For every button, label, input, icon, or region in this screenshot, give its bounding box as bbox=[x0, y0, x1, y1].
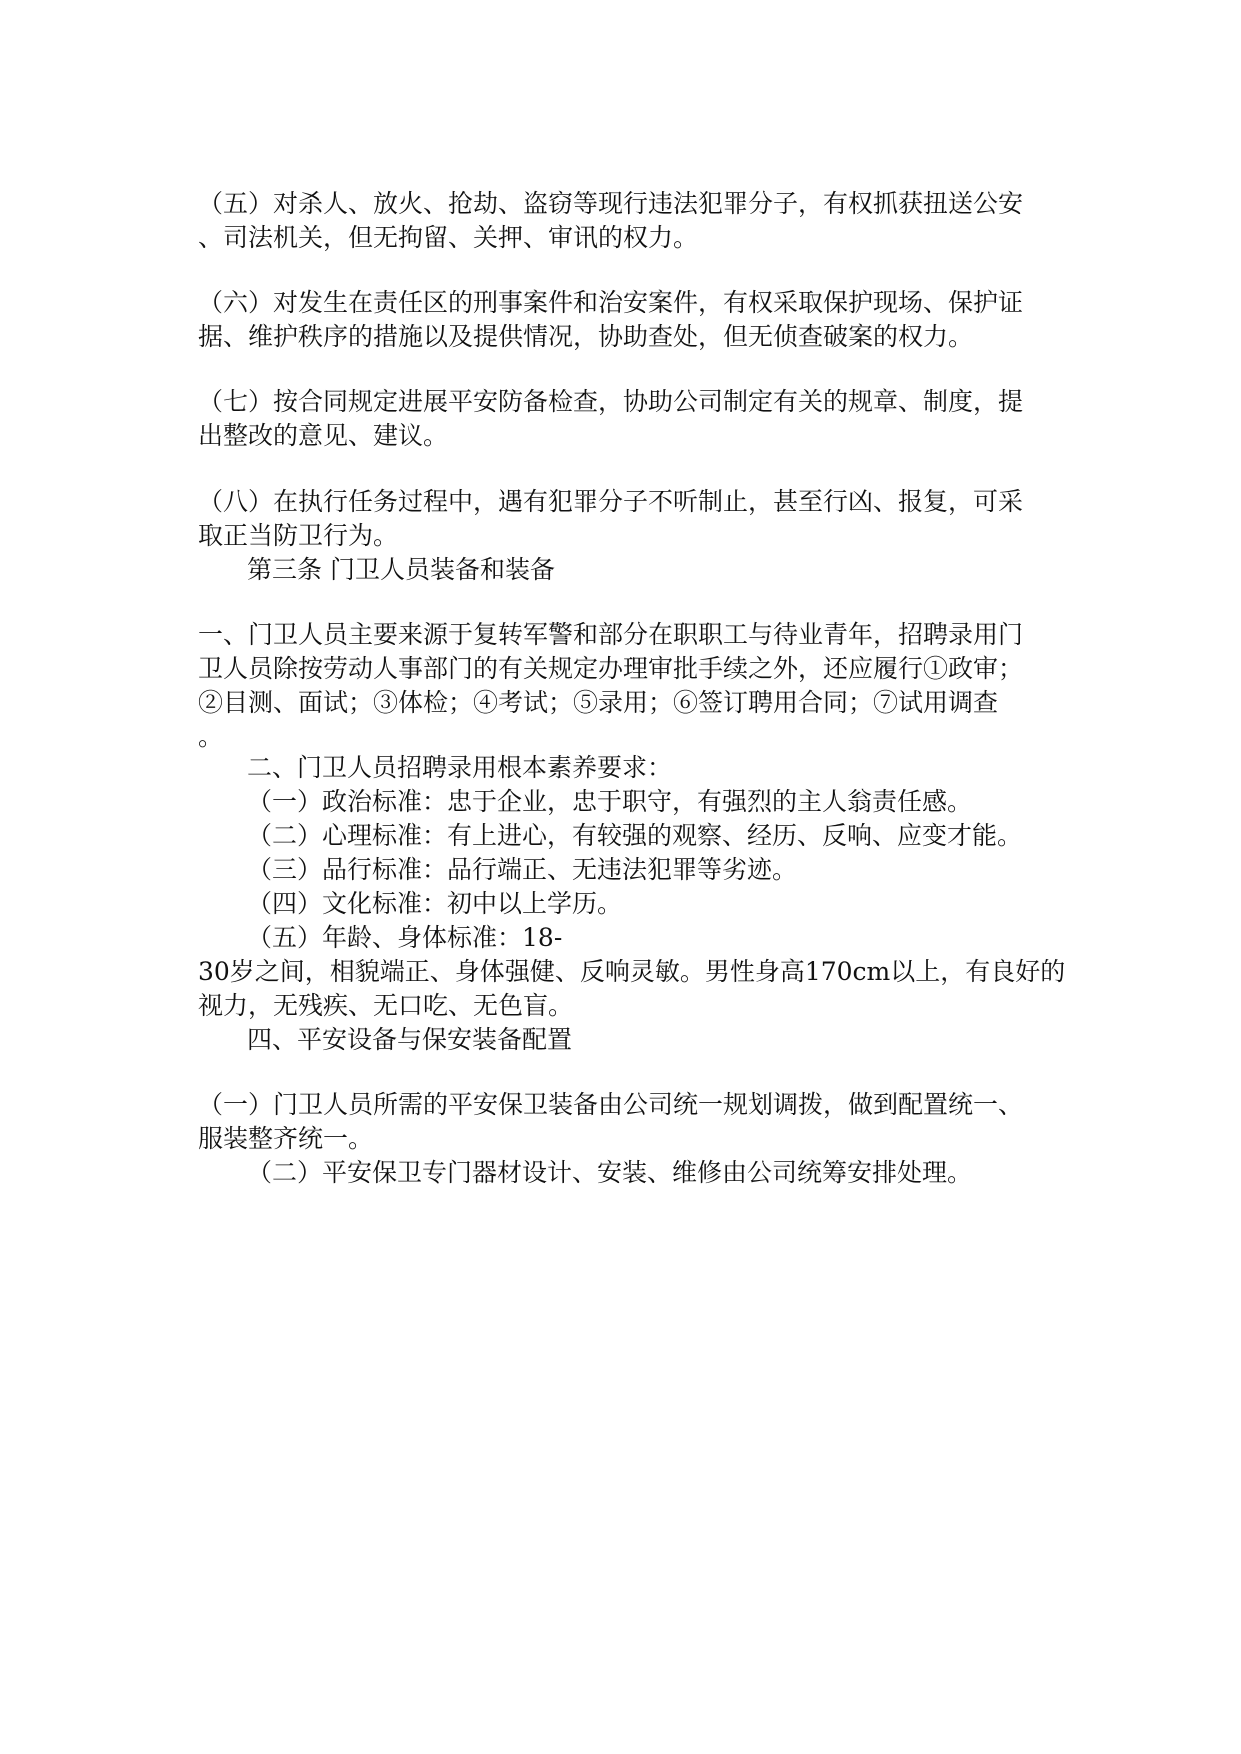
section-1-line-3: ②目测、面试；③体检；④考试；⑤录用；⑥签订聘用合同；⑦试用调查 bbox=[198, 688, 999, 717]
requirement-age-body-line-2: 30岁之间，相貌端正、身体强健、反响灵敏。男性身高170cm以上，有良好的 bbox=[198, 957, 1066, 986]
section-1-line-4: 。 bbox=[198, 722, 224, 751]
paragraph-6-line-2: 据、维护秩序的措施以及提供情况，协助查处，但无侦查破案的权力。 bbox=[198, 322, 974, 351]
requirement-political: （一）政治标准：忠于企业，忠于职守，有强烈的主人翁责任感。 bbox=[247, 787, 973, 816]
article-3-heading: 第三条 门卫人员装备和装备 bbox=[247, 555, 555, 584]
requirement-education: （四）文化标准：初中以上学历。 bbox=[247, 889, 623, 918]
paragraph-7-line-2: 出整改的意见、建议。 bbox=[198, 421, 449, 450]
paragraph-8-line-1: （八）在执行任务过程中，遇有犯罪分子不听制止，甚至行凶、报复，可采 bbox=[198, 487, 1024, 516]
equipment-item-1-line-2: 服装整齐统一。 bbox=[198, 1124, 374, 1153]
section-1-line-2: 卫人员除按劳动人事部门的有关规定办理审批手续之外，还应履行①政审； bbox=[198, 654, 1024, 683]
equipment-item-2: （二）平安保卫专门器材设计、安装、维修由公司统筹安排处理。 bbox=[247, 1158, 973, 1187]
paragraph-5-line-2: 、司法机关，但无拘留、关押、审讯的权力。 bbox=[198, 223, 699, 252]
requirement-conduct: （三）品行标准：品行端正、无违法犯罪等劣迹。 bbox=[247, 855, 798, 884]
requirement-age-body-line-1: （五）年龄、身体标准：18- bbox=[247, 923, 563, 952]
paragraph-8-line-2: 取正当防卫行为。 bbox=[198, 521, 399, 550]
section-4-heading: 四、平安设备与保安装备配置 bbox=[247, 1025, 573, 1054]
section-1-line-1: 一、门卫人员主要来源于复转军警和部分在职职工与待业青年，招聘录用门 bbox=[198, 620, 1024, 649]
requirement-age-body-line-3: 视力，无残疾、无口吃、无色盲。 bbox=[198, 991, 574, 1020]
equipment-item-1-line-1: （一）门卫人员所需的平安保卫装备由公司统一规划调拨，做到配置统一、 bbox=[198, 1090, 1024, 1119]
requirement-psychological: （二）心理标准：有上进心，有较强的观察、经历、反响、应变才能。 bbox=[247, 821, 1023, 850]
paragraph-5-line-1: （五）对杀人、放火、抢劫、盗窃等现行违法犯罪分子，有权抓获扭送公安 bbox=[198, 189, 1024, 218]
section-2-heading: 二、门卫人员招聘录用根本素养要求： bbox=[247, 753, 673, 782]
paragraph-7-line-1: （七）按合同规定进展平安防备检查，协助公司制定有关的规章、制度，提 bbox=[198, 387, 1024, 416]
paragraph-6-line-1: （六）对发生在责任区的刑事案件和治安案件，有权采取保护现场、保护证 bbox=[198, 288, 1024, 317]
